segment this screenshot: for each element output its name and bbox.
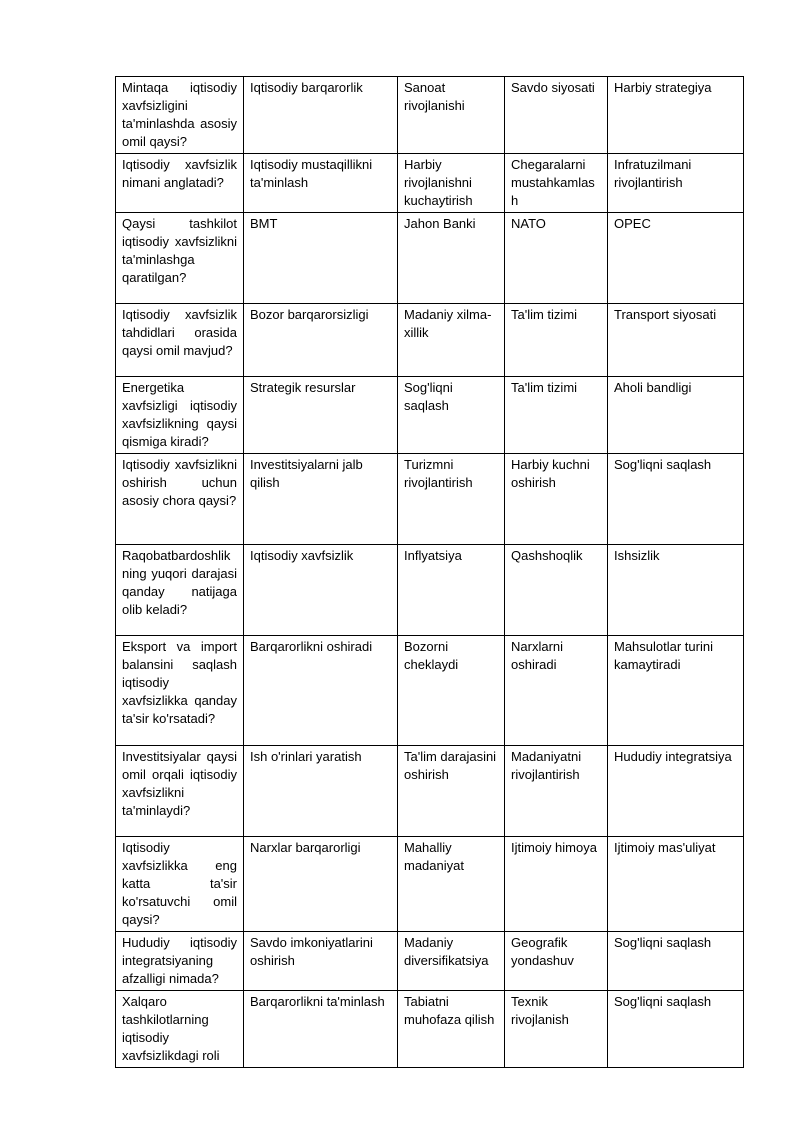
table-row bbox=[116, 154, 744, 213]
option-d-cell: Infratuzilmani rivojlantirish bbox=[608, 154, 744, 213]
table-row bbox=[116, 991, 744, 1068]
question-cell: Iqtisodiy xavfsizlikka eng katta ta'sir ko'rsatuvchi omil qaysi? bbox=[116, 837, 244, 932]
option-c-cell: Savdo siyosati bbox=[505, 77, 608, 154]
option-c-cell: Geografik yondashuv bbox=[505, 932, 608, 991]
table-row bbox=[116, 636, 744, 746]
option-b-cell: Ta'lim darajasini oshirish bbox=[398, 746, 505, 837]
option-d-cell: Harbiy strategiya bbox=[608, 77, 744, 154]
table-row bbox=[116, 304, 744, 377]
table-row bbox=[116, 932, 744, 991]
option-b-cell: Inflyatsiya bbox=[398, 545, 505, 636]
table-row bbox=[116, 454, 744, 545]
option-a-cell: Narxlar barqarorligi bbox=[244, 837, 398, 932]
option-a-cell: Ish o'rinlari yaratish bbox=[244, 746, 398, 837]
option-b-cell: Madaniy xilma-xillik bbox=[398, 304, 505, 377]
table-row bbox=[116, 746, 744, 837]
option-a-cell: Iqtisodiy barqarorlik bbox=[244, 77, 398, 154]
question-cell: Iqtisodiy xavfsizlik tahdidlari orasida qaysi omil mavjud? bbox=[116, 304, 244, 377]
option-a-cell: Iqtisodiy xavfsizlik bbox=[244, 545, 398, 636]
option-b-cell: Tabiatni muhofaza qilish bbox=[398, 991, 505, 1068]
option-d-cell: Sog'liqni saqlash bbox=[608, 991, 744, 1068]
table-row bbox=[116, 545, 744, 636]
option-a-cell: Iqtisodiy mustaqillikni ta'minlash bbox=[244, 154, 398, 213]
question-cell: Qaysi tashkilot iqtisodiy xavfsizlikni ta'minlashga qaratilgan? bbox=[116, 213, 244, 304]
option-b-cell: Turizmni rivojlantirish bbox=[398, 454, 505, 545]
table-row bbox=[116, 377, 744, 454]
option-c-cell: NATO bbox=[505, 213, 608, 304]
option-d-cell: Aholi bandligi bbox=[608, 377, 744, 454]
question-cell: Mintaqa iqtisodiy xavfsizligini ta'minlashda asosiy omil qaysi? bbox=[116, 77, 244, 154]
option-c-cell: Texnik rivojlanish bbox=[505, 991, 608, 1068]
option-c-cell: Chegaralarni mustahkamlash bbox=[505, 154, 608, 213]
question-cell: Energetika xavfsizligi iqtisodiy xavfsizlikning qaysi qismiga kiradi? bbox=[116, 377, 244, 454]
question-cell: Iqtisodiy xavfsizlikni oshirish uchun asosiy chora qaysi? bbox=[116, 454, 244, 545]
option-d-cell: OPEC bbox=[608, 213, 744, 304]
option-b-cell: Sanoat rivojlanishi bbox=[398, 77, 505, 154]
option-a-cell: Savdo imkoniyatlarini oshirish bbox=[244, 932, 398, 991]
option-d-cell: Sog'liqni saqlash bbox=[608, 454, 744, 545]
option-b-cell: Jahon Banki bbox=[398, 213, 505, 304]
table-row bbox=[116, 837, 744, 932]
option-c-cell: Narxlarni oshiradi bbox=[505, 636, 608, 746]
option-d-cell: Mahsulotlar turini kamaytiradi bbox=[608, 636, 744, 746]
option-d-cell: Sog'liqni saqlash bbox=[608, 932, 744, 991]
option-a-cell: Investitsiyalarni jalb qilish bbox=[244, 454, 398, 545]
option-a-cell: BMT bbox=[244, 213, 398, 304]
table-row bbox=[116, 77, 744, 154]
option-b-cell: Madaniy diversifikatsiya bbox=[398, 932, 505, 991]
question-cell: Xalqaro tashkilotlarning iqtisodiy xavfsizlikdagi roli bbox=[116, 991, 244, 1068]
option-c-cell: Ta'lim tizimi bbox=[505, 304, 608, 377]
option-d-cell: Transport siyosati bbox=[608, 304, 744, 377]
table-body bbox=[116, 77, 744, 1068]
option-c-cell: Ta'lim tizimi bbox=[505, 377, 608, 454]
option-a-cell: Strategik resurslar bbox=[244, 377, 398, 454]
question-cell: Eksport va import balansini saqlash iqtisodiy xavfsizlikka qanday ta'sir ko'rsatadi? bbox=[116, 636, 244, 746]
option-d-cell: Ijtimoiy mas'uliyat bbox=[608, 837, 744, 932]
option-a-cell: Barqarorlikni ta'minlash bbox=[244, 991, 398, 1068]
table-row bbox=[116, 213, 744, 304]
option-c-cell: Qashshoqlik bbox=[505, 545, 608, 636]
option-b-cell: Harbiy rivojlanishni kuchaytirish bbox=[398, 154, 505, 213]
question-cell: Iqtisodiy xavfsizlik nimani anglatadi? bbox=[116, 154, 244, 213]
option-c-cell: Harbiy kuchni oshirish bbox=[505, 454, 608, 545]
question-cell: Raqobatbardoshlikning yuqori darajasi qanday natijaga olib keladi? bbox=[116, 545, 244, 636]
option-b-cell: Bozorni cheklaydi bbox=[398, 636, 505, 746]
option-b-cell: Sog'liqni saqlash bbox=[398, 377, 505, 454]
option-c-cell: Ijtimoiy himoya bbox=[505, 837, 608, 932]
question-cell: Hududiy iqtisodiy integratsiyaning afzalligi nimada? bbox=[116, 932, 244, 991]
option-d-cell: Hududiy integratsiya bbox=[608, 746, 744, 837]
question-cell: Investitsiyalar qaysi omil orqali iqtisodiy xavfsizlikni ta'minlaydi? bbox=[116, 746, 244, 837]
option-b-cell: Mahalliy madaniyat bbox=[398, 837, 505, 932]
option-c-cell: Madaniyatni rivojlantirish bbox=[505, 746, 608, 837]
option-a-cell: Barqarorlikni oshiradi bbox=[244, 636, 398, 746]
option-a-cell: Bozor barqarorsizligi bbox=[244, 304, 398, 377]
option-d-cell: Ishsizlik bbox=[608, 545, 744, 636]
question-table bbox=[115, 76, 744, 1068]
